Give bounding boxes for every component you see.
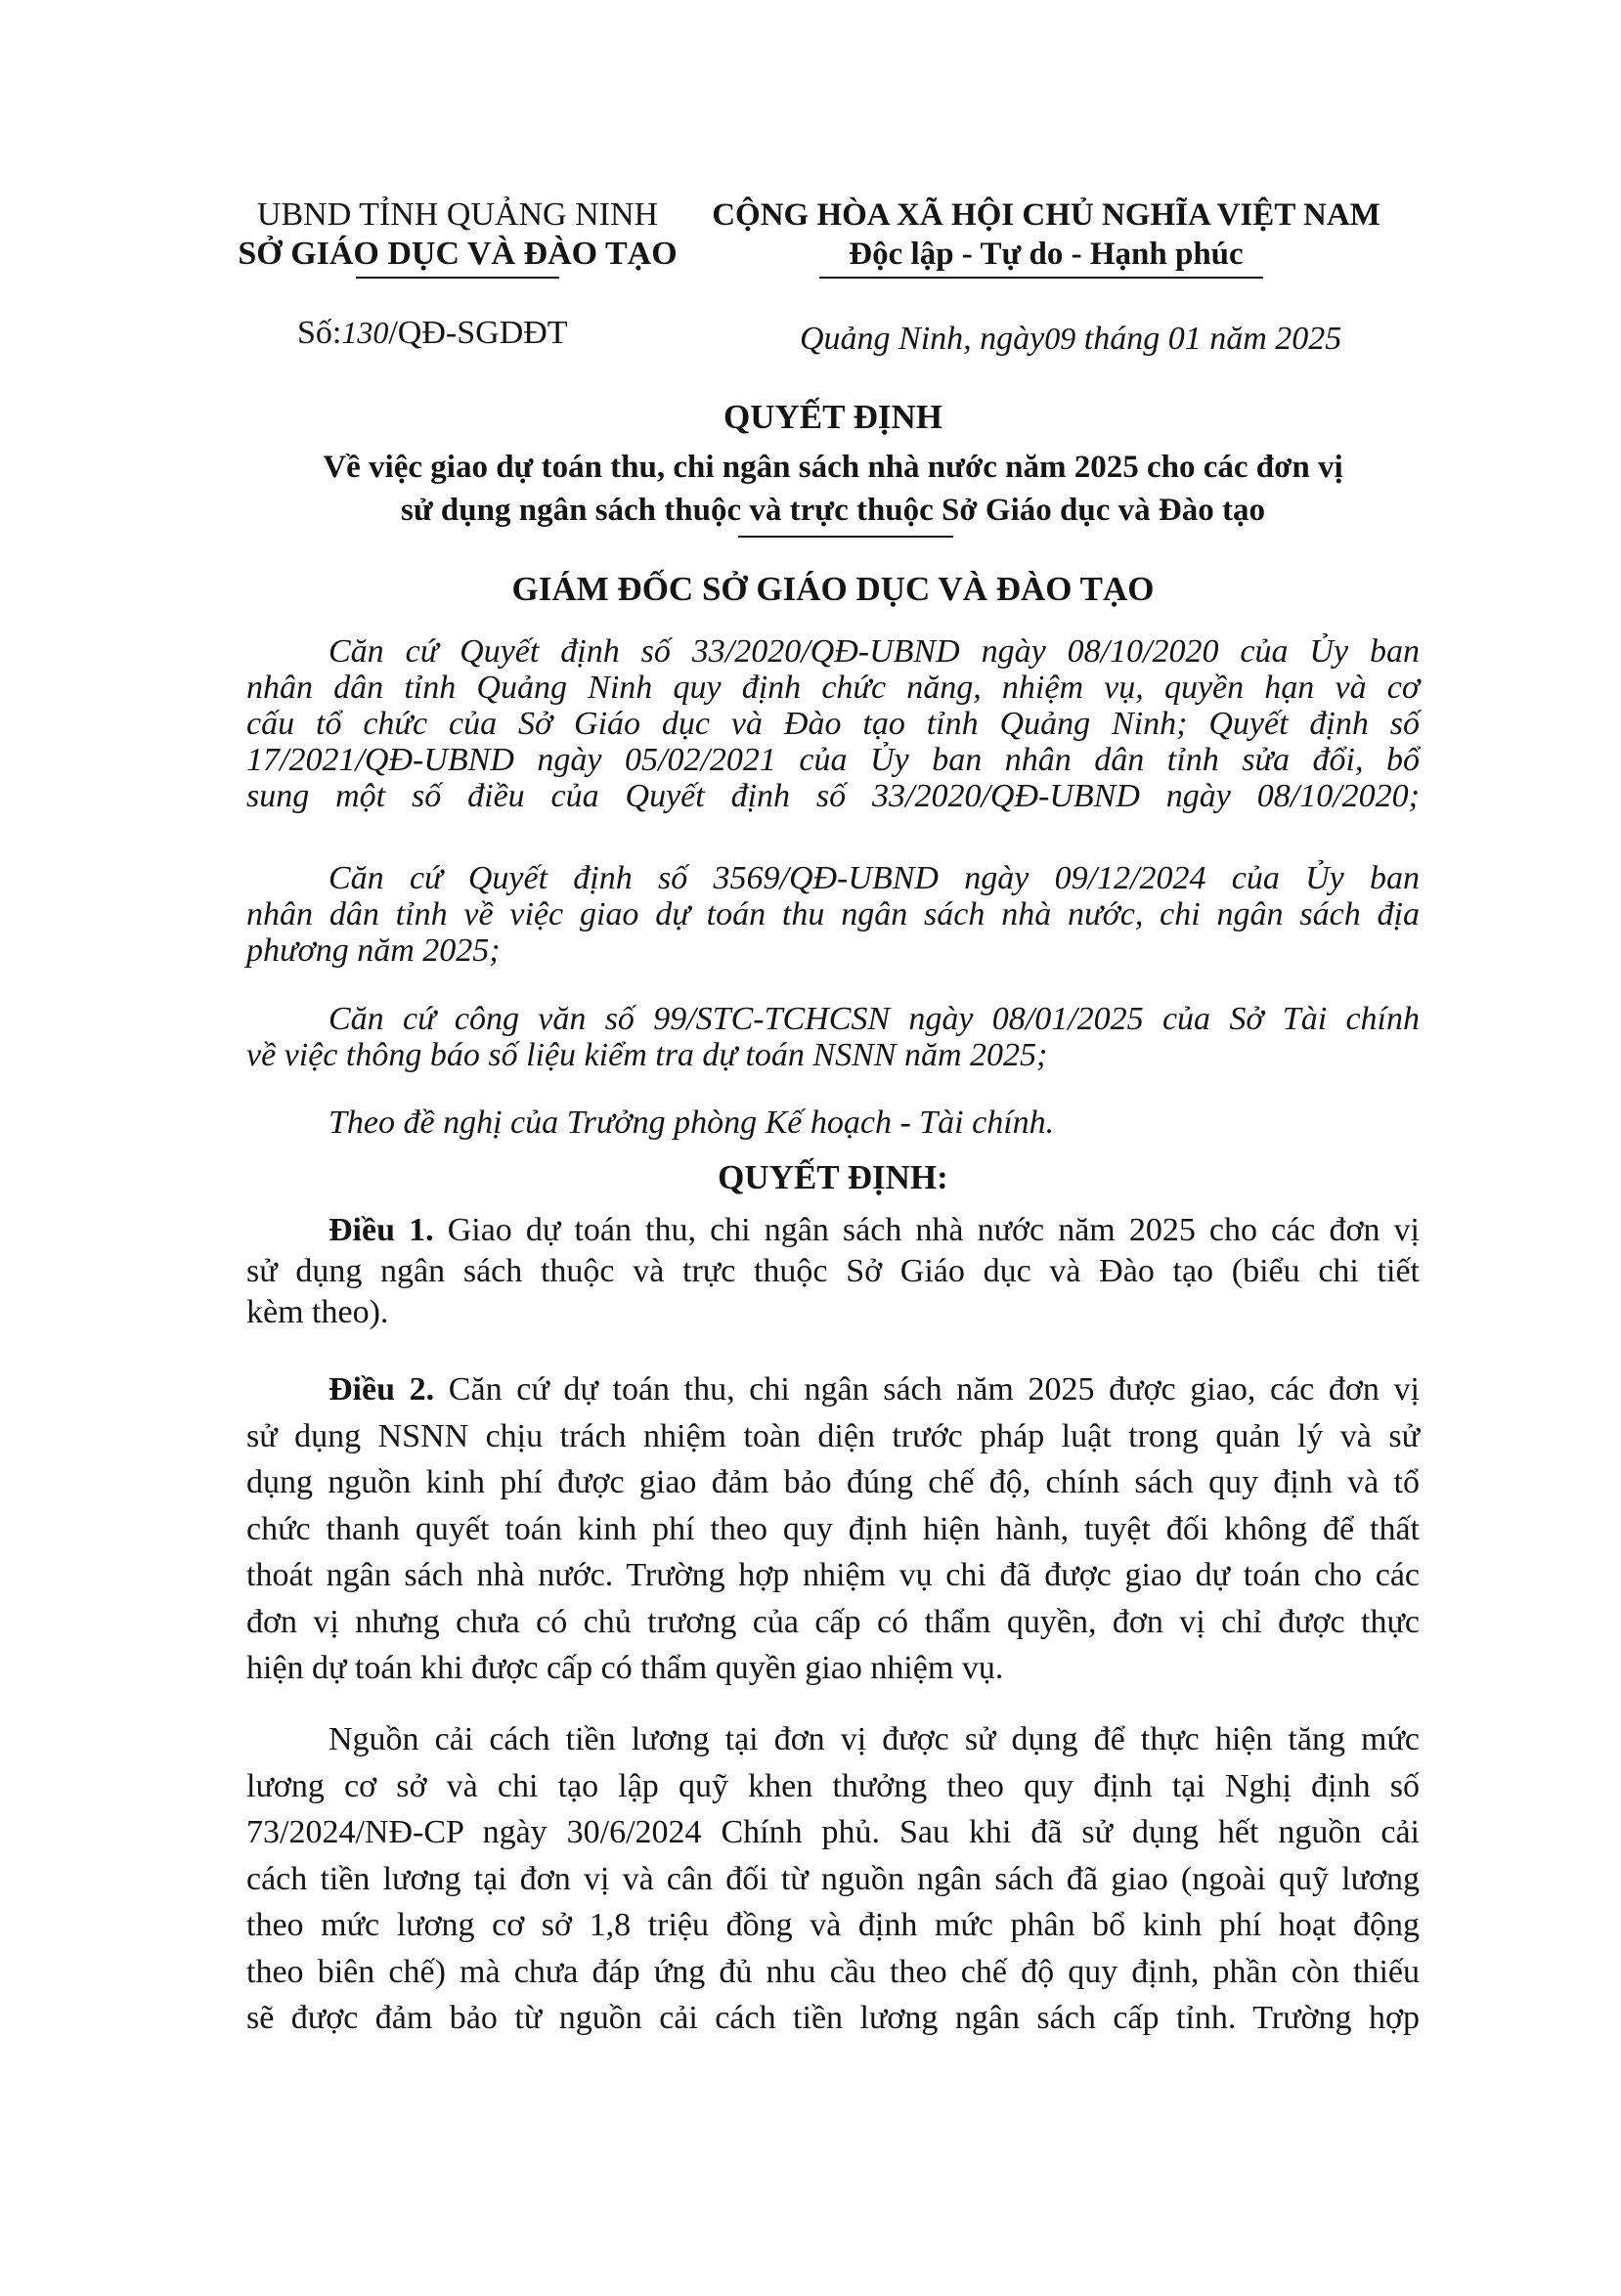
authority-department: SỞ GIÁO DỤC VÀ ĐÀO TẠO bbox=[238, 236, 678, 272]
issue-date bbox=[800, 321, 1425, 358]
basis-3-line: Căn cứ công văn số 99/STC-TCHCSN ngày 08/01/2025 của Sở Tài chính bbox=[329, 1001, 1420, 1037]
basis-2-line: nhân dân tỉnh về việc giao dự toán thu ngân sách nhà nước, chi ngân sách địa bbox=[246, 896, 1420, 932]
number-prefix: Số: bbox=[297, 315, 342, 351]
article-1-first-line bbox=[246, 1210, 1420, 1251]
paragraph-3-line: 73/2024/NĐ-CP ngày 30/6/2024 Chính phủ. Sau khi đã sử dụng hết nguồn cải bbox=[246, 1814, 1420, 1850]
article-2-line: chức thanh quyết toán kinh phí theo quy định hiện hành, tuyệt đối không để thất bbox=[246, 1510, 1420, 1547]
paragraph-3-line: sẽ được đảm bảo từ nguồn cải cách tiền lương ngân sách cấp tỉnh. Trường hợp bbox=[246, 2000, 1420, 2036]
authority-province: UBND TỈNH QUẢNG NINH bbox=[256, 196, 659, 233]
basis-2-line: Căn cứ Quyết định số 3569/QĐ-UBND ngày 09/12/2024 của Ủy ban bbox=[329, 860, 1420, 896]
basis-4-line: Theo đề nghị của Trưởng phòng Kế hoạch - Tài chính. bbox=[329, 1105, 1055, 1141]
salary-reform-paragraph bbox=[246, 1716, 1420, 2042]
legal-basis-2 bbox=[246, 860, 1420, 969]
article-2-line: thoát ngân sách nhà nước. Trường hợp nhiệm vụ chi đã được giao dự toán cho các bbox=[246, 1557, 1420, 1593]
national-title: CỘNG HÒA XÃ HỘI CHỦ NGHĨA VIỆT NAM bbox=[712, 197, 1380, 233]
legal-basis-4 bbox=[246, 1105, 1420, 1141]
article-2-line: hiện dự toán khi được cấp có thẩm quyền giao nhiệm vụ. bbox=[246, 1650, 1004, 1686]
subject-underline bbox=[738, 536, 953, 538]
article-2-text: Căn cứ dự toán thu, chi ngân sách năm 2025 được giao, các đơn vị bbox=[434, 1371, 1420, 1408]
paragraph-3-line: theo mức lương cơ sở 1,8 triệu đồng và định mức phân bổ kinh phí hoạt động bbox=[246, 1907, 1420, 1943]
article-2-line: dụng nguồn kinh phí được giao đảm bảo đúng chế độ, chính sách quy định và tổ bbox=[246, 1464, 1420, 1500]
date-day: 09 bbox=[1044, 321, 1076, 356]
article-2-first-line bbox=[246, 1366, 1420, 1413]
decision-heading: QUYẾT ĐỊNH: bbox=[718, 1158, 948, 1196]
article-1-label: Điều 1. bbox=[329, 1212, 434, 1248]
article-1-line: kèm theo). bbox=[246, 1294, 389, 1330]
paragraph-3-line: lương cơ sở và chi tạo lập quỹ khen thưởng theo quy định tại Nghị định số bbox=[246, 1767, 1420, 1804]
national-motto bbox=[684, 195, 1408, 274]
signing-authority: GIÁM ĐỐC SỞ GIÁO DỤC VÀ ĐÀO TẠO bbox=[511, 570, 1155, 608]
legal-basis-3 bbox=[246, 1001, 1420, 1073]
document-number bbox=[297, 315, 708, 352]
authority-underline bbox=[356, 277, 559, 279]
basis-1-line: 17/2021/QĐ-UBND ngày 05/02/2021 của Ủy ban nhân dân tỉnh sửa đổi, bổ bbox=[246, 742, 1420, 778]
paragraph-3-line: Nguồn cải cách tiền lương tại đơn vị được sử dụng để thực hiện tăng mức bbox=[329, 1721, 1420, 1757]
paragraph-3-line: cách tiền lương tại đơn vị và cân đối từ nguồn ngân sách đã giao (ngoài quỹ lương bbox=[246, 1860, 1420, 1897]
basis-1-line: Căn cứ Quyết định số 33/2020/QĐ-UBND ngày 08/10/2020 của Ủy ban bbox=[329, 633, 1420, 670]
basis-1-line: nhân dân tỉnh Quảng Ninh quy định chức năng, nhiệm vụ, quyền hạn và cơ bbox=[246, 670, 1420, 706]
date-prefix: Quảng Ninh, ngày bbox=[800, 321, 1045, 357]
article-1-text: Giao dự toán thu, chi ngân sách nhà nước năm 2025 cho các đơn vị bbox=[433, 1212, 1421, 1248]
document-subject bbox=[246, 446, 1420, 532]
article-2 bbox=[246, 1366, 1420, 1692]
article-2-line: đơn vị nhưng chưa có chủ trương của cấp có thẩm quyền, đơn vị chỉ được thực bbox=[246, 1603, 1420, 1640]
subject-line-2: sử dụng ngân sách thuộc và trực thuộc Sở Giáo dục và Đào tạo bbox=[401, 493, 1265, 528]
article-2-line: sử dụng NSNN chịu trách nhiệm toàn diện trước pháp luật trong quản lý và sử bbox=[246, 1417, 1420, 1454]
basis-2-line: phương năm 2025; bbox=[246, 932, 501, 969]
date-suffix: tháng 01 năm 2025 bbox=[1083, 321, 1342, 357]
number-suffix: /QĐ-SGDĐT bbox=[388, 315, 568, 351]
subject-line-1: Về việc giao dự toán thu, chi ngân sách nhà nước năm 2025 cho các đơn vị bbox=[323, 450, 1343, 485]
paragraph-3-line: theo biên chế) mà chưa đáp ứng đủ nhu cầu theo chế độ quy định, phần còn thiếu bbox=[246, 1953, 1420, 1990]
motto-underline bbox=[819, 277, 1263, 279]
article-1-line: sử dụng ngân sách thuộc và trực thuộc Sở Giáo dục và Đào tạo (biểu chi tiết bbox=[246, 1253, 1420, 1289]
issuing-authority bbox=[233, 195, 682, 274]
motto-line: Độc lập - Tự do - Hạnh phúc bbox=[849, 237, 1244, 272]
article-2-label: Điều 2. bbox=[329, 1371, 435, 1408]
basis-1-line: sung một số điều của Quyết định số 33/2020/QĐ-UBND ngày 08/10/2020; bbox=[246, 778, 1420, 814]
article-1 bbox=[246, 1210, 1420, 1333]
basis-1-line: cấu tổ chức của Sở Giáo dục và Đào tạo tỉnh Quảng Ninh; Quyết định số bbox=[246, 706, 1420, 742]
basis-3-line: về việc thông báo số liệu kiểm tra dự toán NSNN năm 2025; bbox=[246, 1037, 1048, 1073]
legal-basis-1 bbox=[246, 633, 1420, 814]
document-title: QUYẾT ĐỊNH bbox=[723, 398, 942, 436]
number-value: 130 bbox=[341, 315, 389, 350]
